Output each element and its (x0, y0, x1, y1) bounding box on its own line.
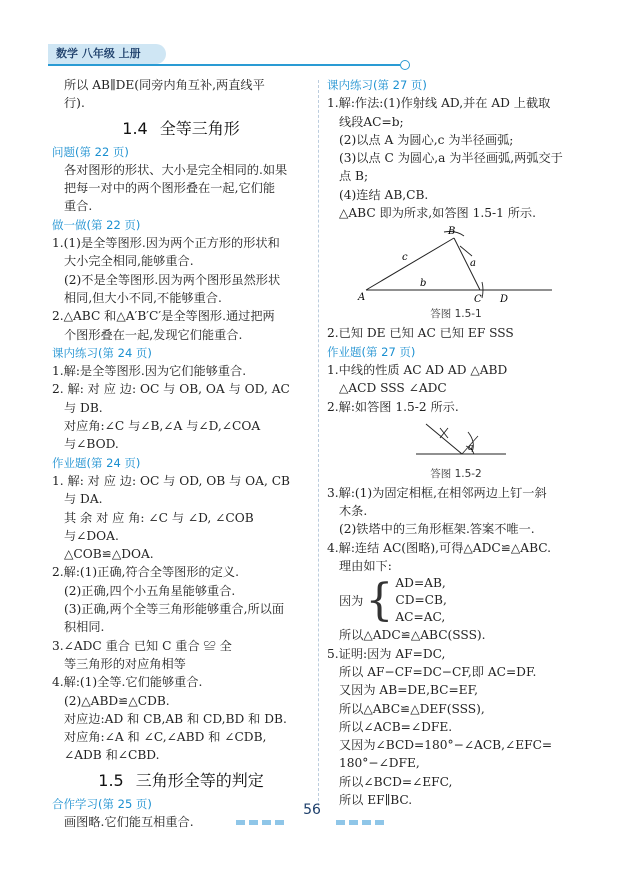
header-rule (48, 64, 400, 66)
answer-line: 又因为∠BCD=180°−∠ACB,∠EFC= (339, 738, 553, 753)
answer-line: 与∠DOA. (64, 528, 119, 543)
answer-line: 又因为 AB=DE,BC=EF, (339, 683, 478, 698)
left-answers (52, 143, 310, 765)
answer-line: (3)以点 C 为圆心,a 为半径画弧,两弧交于 (339, 151, 563, 166)
intersection-cross (440, 428, 448, 438)
answer-line: (3)正确,两个全等三角形能够重合,所以面 (64, 602, 285, 617)
exercise-section-heading: 课内练习(第 27 页) (327, 78, 427, 92)
figure-1-5-2 (327, 418, 585, 482)
answer-line: 与∠BOD. (64, 437, 119, 452)
answer-line: 把每一对中的两个图形叠在一起,它们能 (64, 181, 276, 196)
brace-line: AD=AB, (395, 576, 446, 591)
exercise-section-heading: 问题(第 22 页) (52, 144, 129, 159)
brace-line: CD=CB, (395, 593, 447, 608)
label-side-a: a (470, 258, 476, 270)
answer-line: ∠ADB 和∠CBD. (64, 748, 160, 763)
label-side-c: c (402, 252, 408, 264)
left-column (52, 76, 310, 831)
footer-decoration-right (336, 810, 388, 815)
answer-line: 点 B; (339, 169, 369, 184)
answer-line: 线段AC=b; (339, 114, 404, 129)
right-column (327, 76, 585, 809)
column-divider (318, 80, 319, 806)
exercise-section-heading: 做一做(第 22 页) (52, 217, 141, 232)
section-number: 1.4 (122, 118, 148, 138)
exercise-section-heading: 课内练习(第 24 页) (52, 345, 152, 360)
answer-line: 1.中线的性质 AC AD AD △ABD (327, 362, 508, 377)
answer-line: 对应角:∠C 与∠B,∠A 与∠D,∠COA (64, 419, 261, 434)
figure-1-5-1 (327, 224, 585, 322)
section-title: 三角形全等的判定 (135, 770, 264, 790)
section-title: 全等三角形 (159, 118, 240, 138)
label-b-point: B (448, 226, 456, 238)
answer-line: 2.已知 DE 已知 AC 已知 EF SSS (327, 326, 514, 341)
answer-line: 理由如下: (339, 559, 392, 574)
answer-line: (4)连结 AB,CB. (339, 187, 429, 202)
segment-ab (366, 238, 454, 290)
answer-line: 3.∠ADC 重合 已知 C 重合 ≌ 全 (52, 638, 232, 653)
answer-line: △ABC 即为所求,如答图 1.5-1 所示. (339, 206, 536, 221)
answer-line: 1.解:作法:(1)作射线 AD,并在 AD 上截取 (327, 96, 551, 111)
answer-line: 所以△ABC≌△DEF(SSS), (339, 701, 485, 716)
answer-line: △COB≌△DOA. (64, 547, 154, 562)
footer-decoration-left (236, 810, 288, 815)
answer-line: 所以∠BCD=∠EFC, (339, 774, 453, 789)
book-title-tab (48, 44, 166, 64)
book-title: 数学 八年级 上册 (56, 47, 141, 60)
answer-line: 各对图形的形状、大小是完全相同的.如果 (64, 162, 288, 177)
answer-line: 180°−∠DFE, (339, 756, 420, 771)
answer-line: 木条. (339, 504, 368, 519)
answer-line: 1.解:是全等图形.因为它们能够重合. (52, 364, 247, 379)
section-heading-1-5 (52, 767, 310, 795)
answer-line: 1.(1)是全等图形.因为两个正方形的形状和 (52, 236, 280, 251)
construction-diagram-1 (356, 224, 556, 306)
answer-line: 所以△ADC≌△ABC(SSS). (339, 628, 486, 643)
answer-line: (2)铁塔中的三角形框架.答案不唯一. (339, 522, 535, 537)
answer-line: 所以 AB∥DE(同旁内角互补,两直线平 (64, 78, 265, 92)
brace-lines (395, 575, 446, 626)
answer-line: (2)以点 A 为圆心,c 为半径画弧; (339, 132, 514, 147)
page-footer (0, 800, 624, 828)
answer-line: 相同,但大小不同,不能够重合. (64, 290, 222, 305)
answer-line: (2)正确,四个小五角星能够重合. (64, 583, 236, 598)
figure-caption: 答图 1.5-2 (430, 467, 482, 480)
answer-line: 等三角形的对应角相等 (64, 656, 186, 671)
page-number: 56 (303, 802, 321, 818)
answer-line: 大小完全相同,能够重合. (64, 254, 194, 269)
right-answers-c (327, 484, 585, 575)
answer-line: 重合. (64, 199, 93, 214)
angle-side (426, 424, 462, 454)
answer-line: 其 余 对 应 角: ∠C 与 ∠D, ∠COB (64, 510, 254, 525)
answer-line: 行). (64, 96, 85, 111)
left-intro (52, 76, 310, 113)
segment-bc (454, 238, 480, 290)
because-brace-block (327, 575, 585, 626)
answer-line: 2.解:如答图 1.5-2 所示. (327, 399, 459, 414)
answer-line: 所以 AF−CF=DC−CF,即 AC=DF. (339, 664, 537, 679)
answer-line: 4.解:(1)全等.它们能够重合. (52, 675, 203, 690)
brace-line: AC=AC, (395, 610, 446, 625)
answer-line: 积相同. (64, 620, 105, 635)
answer-line: (2)不是全等图形.因为两个图形虽然形状 (64, 272, 281, 287)
exercise-section-heading: 作业题(第 24 页) (52, 455, 141, 470)
answer-line: 对应角:∠A 和 ∠C,∠ABD 和 ∠CDB, (64, 730, 267, 745)
answer-line: 所以∠ACB=∠DFE. (339, 719, 453, 734)
figure-caption: 答图 1.5-1 (430, 308, 482, 321)
answer-line: 4.解:连结 AC(图略),可得△ADC≌△ABC. (327, 540, 552, 555)
answer-line: 与 DB. (64, 400, 103, 415)
section-number: 1.5 (98, 770, 124, 790)
label-side-b: b (420, 278, 427, 290)
left-brace: { (365, 574, 394, 626)
answer-line: 所以 EF∥BC. (339, 793, 413, 808)
answer-line: 2.△ABC 和△A′B′C′是全等图形.通过把两 (52, 309, 275, 324)
label-d-point: D (500, 294, 509, 306)
right-answers-b (327, 324, 585, 415)
answer-line: 画图略.它们能互相重合. (64, 814, 194, 829)
label-angle-a: a (468, 442, 474, 453)
answer-line: 2.解:(1)正确,符合全等图形的定义. (52, 565, 239, 580)
answer-line: 1. 解: 对 应 边: OC 与 OD, OB 与 OA, CB (52, 473, 290, 488)
header-rule-dot (400, 60, 410, 70)
answer-line: 5.证明:因为 AF=DC, (327, 646, 446, 661)
answer-line: 对应边:AD 和 CB,AB 和 CD,BD 和 DB. (64, 711, 287, 726)
label-a-point: A (358, 292, 366, 304)
right-answers-d (327, 626, 585, 809)
answer-line: 个图形叠在一起,发现它们能重合. (64, 327, 243, 342)
answer-line: 3.解:(1)为固定相框,在相邻两边上钉一斜 (327, 485, 547, 500)
construction-diagram-2 (396, 418, 516, 466)
answer-line: (2)△ABD≌△CDB. (64, 693, 170, 708)
answer-line: 与 DA. (64, 492, 103, 507)
exercise-section-heading: 作业题(第 27 页) (327, 344, 416, 359)
section-heading-1-4 (52, 115, 310, 143)
label-c-point: C (474, 294, 482, 306)
answer-line: 2. 解: 对 应 边: OC 与 OB, OA 与 OD, AC (52, 382, 290, 397)
right-answers-a (327, 76, 585, 222)
because-label: 因为 (339, 593, 364, 608)
exercise-section-heading: 合作学习(第 25 页) (52, 796, 152, 811)
answer-line: △ACD SSS ∠ADC (339, 381, 447, 396)
